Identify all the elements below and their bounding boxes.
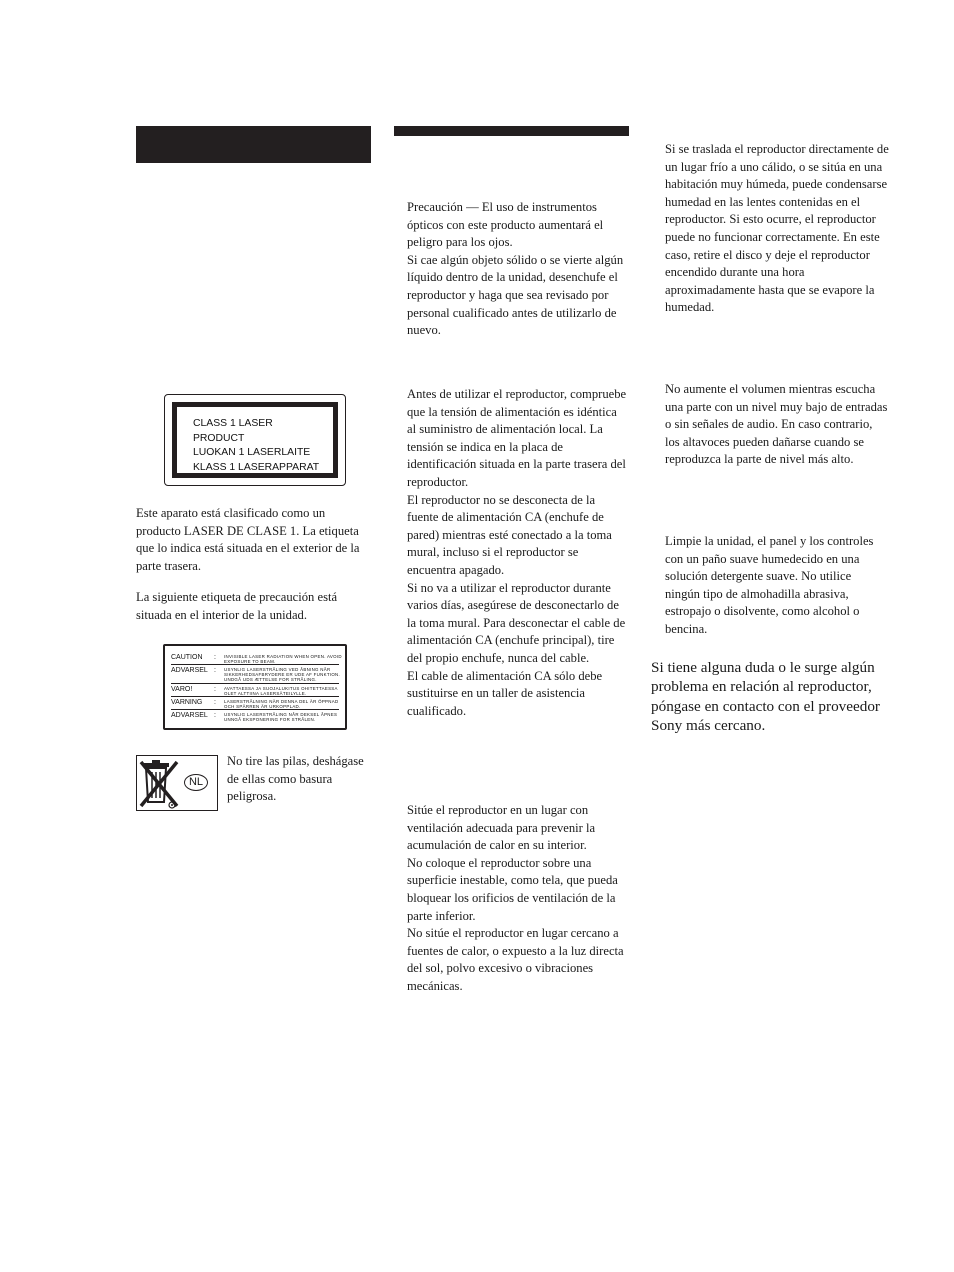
paragraph: Antes de utilizar el reproductor, compruebe que la tensión de alimentación es idéntica al suministro de alimentación local. La tensión se indica en la placa de identificación situada en la parte trasera del reproductor. (407, 387, 627, 489)
battery-disposal-symbol (136, 755, 218, 811)
paragraph: Precaución — El uso de instrumentos ópticos con este producto aumentará el peligro para los ojos. (407, 200, 604, 250)
paragraph: El reproductor no se desconecta de la fuente de alimentación CA (enchufe de pared) mientras esté conectado a la toma mural, incluso si el reproductor se encuentra apagado. (407, 492, 612, 577)
volume-text: No aumente el volumen mientras escucha una parte con un nivel muy bajo de entradas o sin señales de audio. En caso contrario, los altavoces pueden dañarse cuando se reproduzca la parte de nivel más alto. (665, 382, 888, 467)
caution-label: CAUTION : INVISIBLE LASER RADIATION WHEN OPEN. AVOID EXPOSURE TO BEAM. ADVARSEL : USYNLIG LASERSTRÅLING VED ÅBNING NÅR SIKKERHEDSAFBRYDERE ER UDE AF FUNKTION. UNDGÅ UDS ÆTTELSE FOR STRÅLING. VARO! : AVATTAESSA JA SUOJALUKITUS OHITETTAESSA OLET ALTTIINA LASERSÄTEILYLLE. VARNING : LASERSTRÅLNING NÄR DENNA DEL ÄR ÖPPNAD OCH SPÄRREN ÄR URKOPPLAD. ADVARSEL : USYNLIG LASERSTRÅLING NÅR DEKSEL ÅPNES UNNGÅ EKSPONERING FOR STRÅLEN. (163, 644, 347, 730)
condensation-text: Si se traslada el reproductor directamente de un lugar frío a uno cálido, o se sitúa en una habitación muy húmeda, puede condensarse humedad en las lentes contenidas en el reproductor. Si esto ocurre, el reproductor puede no funcionar correctamente. En este caso, retire el disco y deje el reproductor encendido durante una hora aproximadamente hasta que se evapore la humedad. (665, 142, 889, 315)
nl-badge: NL (184, 774, 208, 791)
battery-disposal-text: No tire las pilas, deshágase de ellas como basura peligrosa. (227, 754, 364, 804)
middle-section-3 (407, 802, 629, 996)
left-heading-bar (136, 126, 371, 163)
paragraph: Si no va a utilizar el reproductor durante varios días, asegúrese de desconectarlo de la toma mural. Para desconectar el cable de alimentación CA (enchufe principal), tire del propio enchufe, nunca del cable. (407, 580, 626, 665)
laser-label-line-1: CLASS 1 LASER PRODUCT (193, 418, 273, 444)
paragraph: Sitúe el reproductor en un lugar con ventilación adecuada para prevenir la acumulación de calor en su interior. (407, 803, 596, 853)
middle-heading-rule (394, 126, 629, 136)
laser-class-text: Este aparato está clasificado como un producto LASER DE CLASE 1. La etiqueta que lo indica está situada en el exterior de la parte trasera. (136, 506, 360, 573)
paragraph: No coloque el reproductor sobre una superficie inestable, como tela, que pueda bloquear los orificios de ventilación de la parte inferior. (407, 855, 618, 923)
caution-label-location-text: La siguiente etiqueta de precaución está situada en el interior de la unidad. (136, 590, 338, 622)
laser-class-label (164, 394, 346, 486)
laser-label-line-2: LUOKAN 1 LASERLAITE (193, 447, 311, 458)
paragraph: El cable de alimentación CA sólo debe sustituirse en un taller de asistencia cualificado. (407, 668, 603, 718)
paragraph: No sitúe el reproductor en lugar cercano a fuentes de calor, o expuesto a la luz directa del sol, polvo excesivo o vibraciones mecánicas. (407, 926, 624, 993)
paragraph: Si cae algún objeto sólido o se vierte algún líquido dentro de la unidad, desenchufe el reproductor y haga que sea revisado por personal cualificado antes de utilizarlo de nuevo. (407, 252, 624, 338)
middle-section-2 (407, 386, 629, 720)
contact-text: Si tiene alguna duda o le surge algún problema en relación al reproductor, póngase en contacto con el proveedor Sony más cercano. (651, 659, 880, 735)
laser-label-line-3: KLASS 1 LASERAPPARAT (193, 461, 320, 473)
cleaning-text: Limpie la unidad, el panel y los controles con un paño suave humedecido en una solución detergente suave. No utilice ningún tipo de almohadilla abrasiva, estropajo o disolvente, como alcohol o bencina. (665, 534, 874, 636)
middle-section-1 (407, 199, 629, 340)
